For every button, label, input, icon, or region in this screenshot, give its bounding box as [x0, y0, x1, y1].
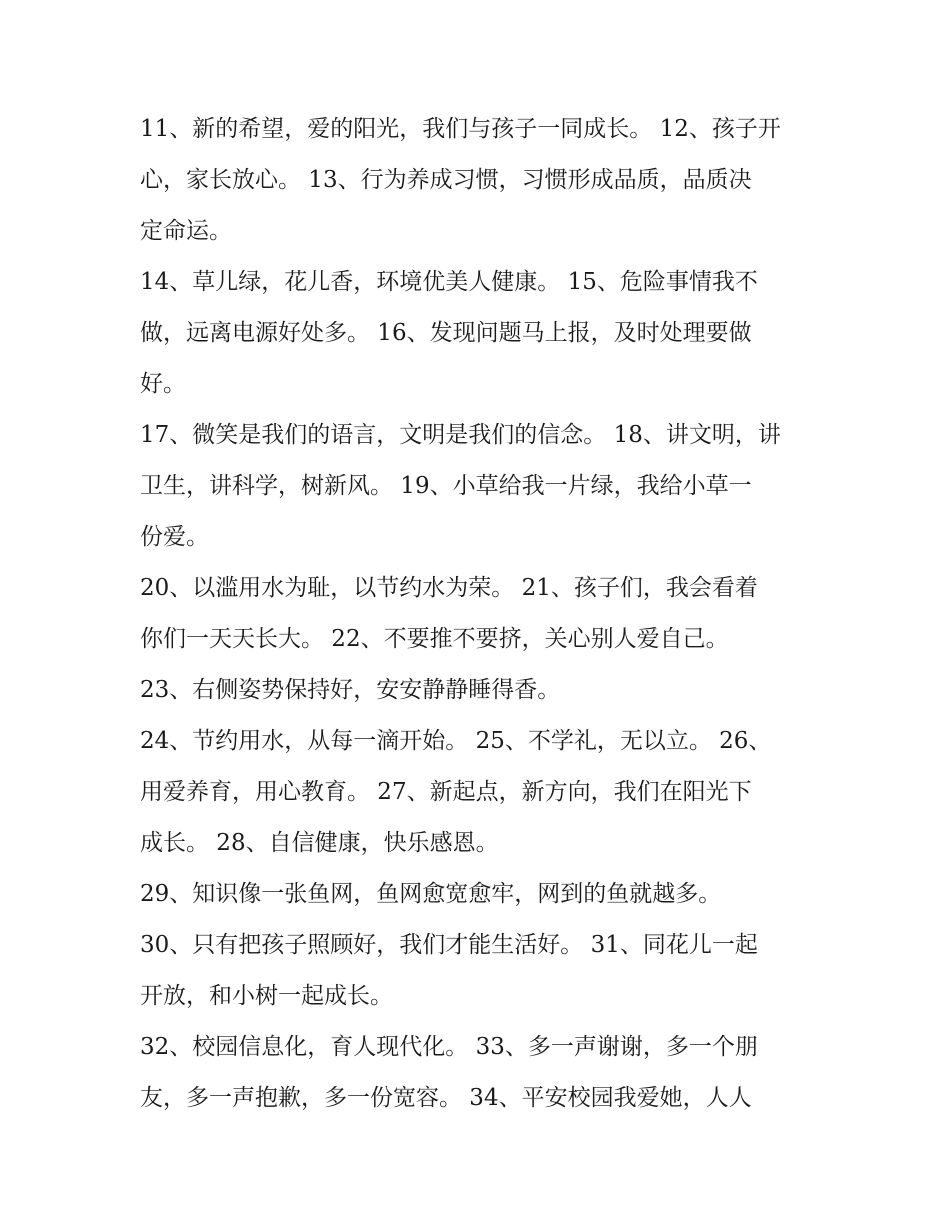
- text-line: 23、右侧姿势保持好，安安静静睡得香。: [140, 677, 561, 703]
- text-line: 定命运。: [140, 218, 232, 244]
- text-line: 心，家长放心。 13、行为养成习惯，习惯形成品质，品质决: [140, 167, 752, 193]
- text-line: 11、新的希望，爱的阳光，我们与孩子一同成长。 12、孩子开: [140, 116, 781, 142]
- text-line: 29、知识像一张鱼网，鱼网愈宽愈牢，网到的鱼就越多。: [140, 881, 722, 907]
- text-line: 友，多一声抱歉，多一份宽容。 34、平安校园我爱她，人人: [140, 1085, 752, 1111]
- text-line: 份爱。: [140, 524, 209, 550]
- text-line: 成长。 28、自信健康，快乐感恩。: [140, 830, 499, 856]
- text-line: 14、草儿绿，花儿香，环境优美人健康。 15、危险事情我不: [140, 269, 758, 295]
- text-line: 24、节约用水，从每一滴开始。 25、不学礼，无以立。 26、: [140, 728, 772, 754]
- text-line: 做，远离电源好处多。 16、发现问题马上报，及时处理要做: [140, 320, 752, 346]
- text-line: 20、以滥用水为耻，以节约水为荣。 21、孩子们，我会看着: [140, 575, 758, 601]
- text-line: 用爱养育，用心教育。 27、新起点，新方向，我们在阳光下: [140, 779, 752, 805]
- text-line: 你们一天天长大。 22、不要推不要挤，关心别人爱自己。: [140, 626, 729, 652]
- text-line: 32、校园信息化，育人现代化。 33、多一声谢谢，多一个朋: [140, 1034, 758, 1060]
- text-line: 卫生，讲科学，树新风。 19、小草给我一片绿，我给小草一: [140, 473, 752, 499]
- text-line: 30、只有把孩子照顾好，我们才能生活好。 31、同花儿一起: [140, 932, 758, 958]
- text-line: 开放，和小树一起成长。: [140, 983, 393, 1009]
- text-line: 17、微笑是我们的语言，文明是我们的信念。 18、讲文明，讲: [140, 422, 781, 448]
- text-line: 好。: [140, 371, 186, 397]
- document-body: [140, 109, 820, 1129]
